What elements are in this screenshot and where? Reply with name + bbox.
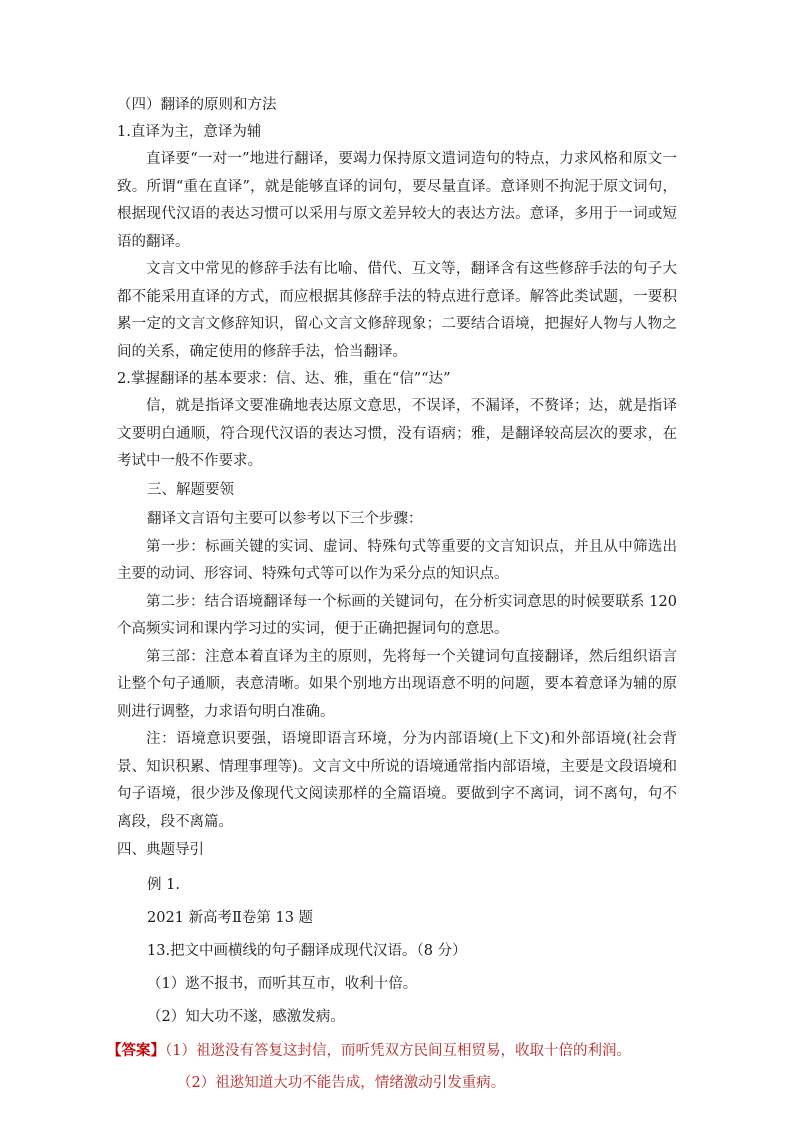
answer-part-1: （1）祖逖没有答复这封信，而听凭双方民间互相贸易，收取十倍的利润。 [165, 1043, 631, 1059]
example-source: 2021 新高考Ⅱ卷第 13 题 [147, 910, 314, 926]
context-note: 注：语境意识要强，语境即语言环境，分为内部语境(上下文)和外部语境(社会背景、知识积累、情理事理等)。文言文中所说的语境通常指内部语境，主要是文段语境和句子语境，很少涉及像现代文阅读那样的全篇语境。要做到字不离词，词不离句，句不离段，段不离篇。 [117, 731, 677, 830]
example-label: 例 1. [147, 877, 180, 893]
paragraph-xin-da-ya: 信，就是指译文要准确地表达原文意思，不误译，不漏译，不赘译；达，就是指译文要明白通顺，符合现代汉语的表达习惯，没有语病；雅，是翻译较高层次的要求，在考试中一般不作要求。 [117, 398, 677, 469]
step-one: 第一步：标画关键的实词、虚词、特殊句式等重要的文言知识点，并且从中筛选出主要的动词、形容词、特殊句式等可以作为采分点的知识点。 [117, 538, 677, 582]
section-heading-translation: （四）翻译的原则和方法 [117, 97, 277, 113]
step-three: 第三部：注意本着直译为主的原则，先将每一个关键词句直接翻译，然后组织语言让整个句子通顺，表意清晰。如果个别地方出现语意不明的问题，要本着意译为辅的原则进行调整，力求语句明白准确。 [117, 648, 677, 720]
subheading-literal-translation: 1.直译为主，意译为辅 [117, 124, 262, 140]
document-body [107, 92, 677, 1098]
answer-tag: 【答案】 [107, 1042, 165, 1059]
answer-line-1 [107, 1036, 677, 1065]
steps-intro: 翻译文言语句主要可以参考以下三个步骤： [147, 510, 423, 527]
subheading-basic-requirements: 2.掌握翻译的基本要求：信、达、雅，重在“信”“达” [117, 371, 451, 387]
section-heading-examples: 四、典题导引 [117, 842, 204, 858]
question-text: 13.把文中画横线的句子翻译成现代汉语。（8 分） [147, 943, 467, 959]
answer-part-2: （2）祖逖知道大功不能告成，情绪激动引发重病。 [177, 1075, 506, 1091]
question-part-1: （1）逖不报书，而听其互市，收利十倍。 [147, 976, 418, 992]
paragraph-rhetoric-translation: 文言文中常见的修辞手法有比喻、借代、互文等，翻译含有这些修辞手法的句子大都不能采用直译的方式，而应根据其修辞手法的特点进行意译。解答此类试题，一要积累一定的文言文修辞知识，留心文言文修辞现象；二要结合语境，把握好人物与人物之间的关系，确定使用的修辞手法，恰当翻译。 [117, 261, 677, 360]
section-heading-solving-tips: 三、解题要领 [147, 481, 234, 498]
question-part-2: （2）知大功不遂，感激发病。 [147, 1009, 345, 1025]
paragraph-literal-translation: 直译要“一对一”地进行翻译，要竭力保持原文遣词造句的特点，力求风格和原文一致。所谓“重在直译”，就是能够直译的词句，要尽量直译。意译则不拘泥于原文词句，根据现代汉语的表达习惯可以采用与原文差异较大的表达方法。意译，多用于一词或短语的翻译。 [117, 151, 677, 250]
step-two: 第二步：结合语境翻译每一个标画的关键词句，在分析实词意思的时候要联系 120 个高频实词和课内学习过的实词，便于正确把握词句的意思。 [117, 593, 677, 637]
